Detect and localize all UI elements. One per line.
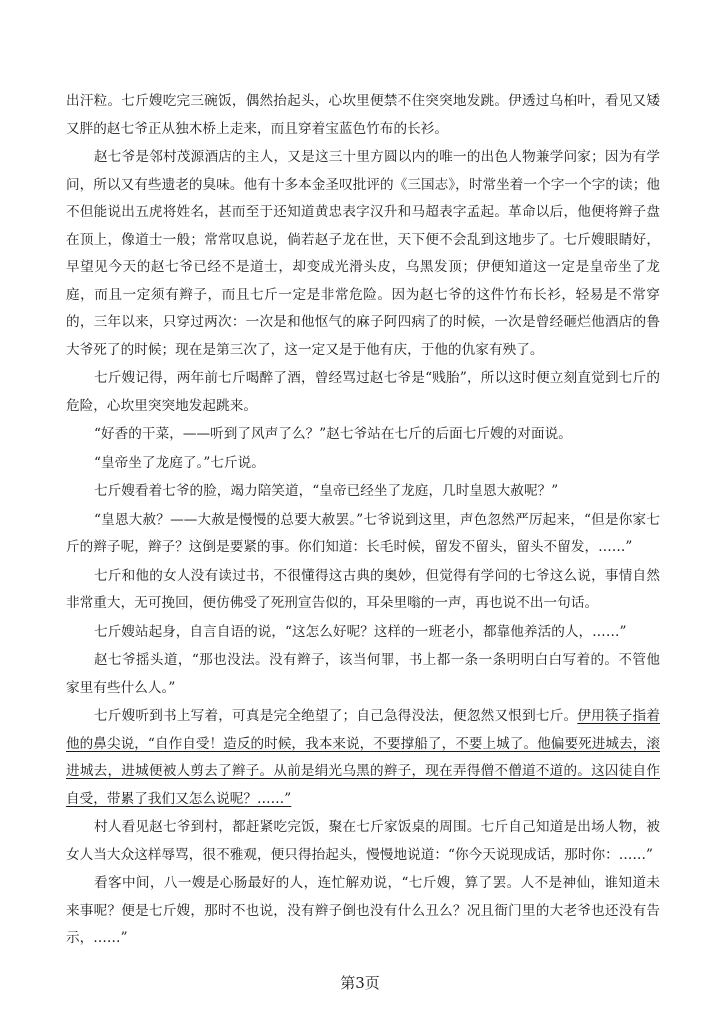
paragraph-3: 七斤嫂记得，两年前七斤喝醉了酒，曾经骂过赵七爷是“贱胎”，所以这时便立刻直觉到七斤的危险，心坎里突突地发起跳来。 xyxy=(66,370,660,414)
paragraph-underlined xyxy=(66,703,660,813)
paragraph-9: 七斤嫂站起身，自言自语的说，“这怎么好呢？这样的一班老小，都靠他养活的人，……” xyxy=(94,623,627,640)
paragraph-13: 看客中间，八一嫂是心肠最好的人，连忙解劝说，“七斤嫂，算了罢。人不是神仙，谁知道未来事呢？便是七斤嫂，那时不也说，没有辫子倒也没有什么丑么？况且衙门里的大老爷也还没有告示，……” xyxy=(66,875,660,946)
paragraph-6: 七斤嫂看着七爷的脸，竭力陪笑道，“皇帝已经坐了龙庭，几时皇恩大赦呢？” xyxy=(94,483,559,499)
paragraph-plain-part: 七斤嫂听到书上写着，可真是完全绝望了；自己急得没法，便忽然又恨到七斤。 xyxy=(94,708,578,724)
paragraph-10: 赵七爷摇头道，“那也没法。没有辫子，该当何罪，书上都一条一条明明白白写着的。不管他家里有些什么人。” xyxy=(66,652,660,696)
paragraph-7: “皇恩大赦？——大赦是慢慢的总要大赦罢。”七爷说到这里，声色忽然严厉起来，“但是你家七斤的辫子呢，辫子？这倒是要紧的事。你们知道：长毛时候，留发不留头，留头不留发，……” xyxy=(66,511,660,555)
paragraph-8: 七斤和他的女人没有读过书，不很懂得这古典的奥妙，但觉得有学问的七爷这么说，事情自然非常重大，无可挽回，便仿佛受了死刑宣告似的，耳朵里嗡的一声，再也说不出一句话。 xyxy=(66,567,660,611)
body-text xyxy=(66,88,660,954)
page-number: 第3页 xyxy=(340,974,380,992)
paragraph-1: 出汗粒。七斤嫂吃完三碗饭，偶然抬起头，心坎里便禁不住突突地发跳。伊透过乌桕叶，看见又矮又胖的赵七爷正从独木桥上走来，而且穿着宝蓝色竹布的长衫。 xyxy=(66,93,660,137)
paragraph-5: “皇帝坐了龙庭了。”七斤说。 xyxy=(94,454,265,471)
paragraph-12: 村人看见赵七爷到村，都赶紧吃完饭，聚在七斤家饭桌的周围。七斤自己知道是出场人物，被女人当大众这样辱骂，很不雅观，便只得抬起头，慢慢地说道：“你今天说现成话，那时你：……” xyxy=(66,819,660,863)
paragraph-2: 赵七爷是邻村茂源酒店的主人，又是这三十里方圆以内的唯一的出色人物兼学问家；因为有学问，所以又有些遗老的臭味。他有十多本金圣叹批评的《三国志》，时常坐着一个字一个字的读；他不但能说出五虎将姓名，甚而至于还知道黄忠表字汉升和马超表字孟起。革命以后，他便将辫子盘在顶上，像道士一般；常常叹息说，倘若赵子龙在世，天下便不会乱到这地步了。七斤嫂眼睛好，早望见今天的赵七爷已经不是道士，却变成光滑头皮，乌黑发顶；伊便知道这一定是皇帝坐了龙庭，而且一定须有辫子，而且七斤一定是非常危险。因为赵七爷的这件竹布长衫，轻易是不常穿的，三年以来，只穿过两次：一次是和他怄气的麻子阿四病了的时候，一次是曾经砸烂他酒店的鲁大爷死了的时候；现在是第三次了，这一定又是于他有庆，于他的仇家有殃了。 xyxy=(66,149,660,358)
paragraph-4: “好香的干菜，——听到了风声了么？”赵七爷站在七斤的后面七斤嫂的对面说。 xyxy=(94,426,572,442)
underlined-passage: 伊用筷子指着他的鼻尖说，“自作自受！造反的时候，我本来说，不要撑船了，不要上城了。他偏要死进城去，滚进城去，进城便被人剪去了辫子。从前是绢光乌黑的辫子，现在弄得僧不僧道不道的。这囚徒自作自受，带累了我们又怎么说呢？……” xyxy=(66,708,660,807)
